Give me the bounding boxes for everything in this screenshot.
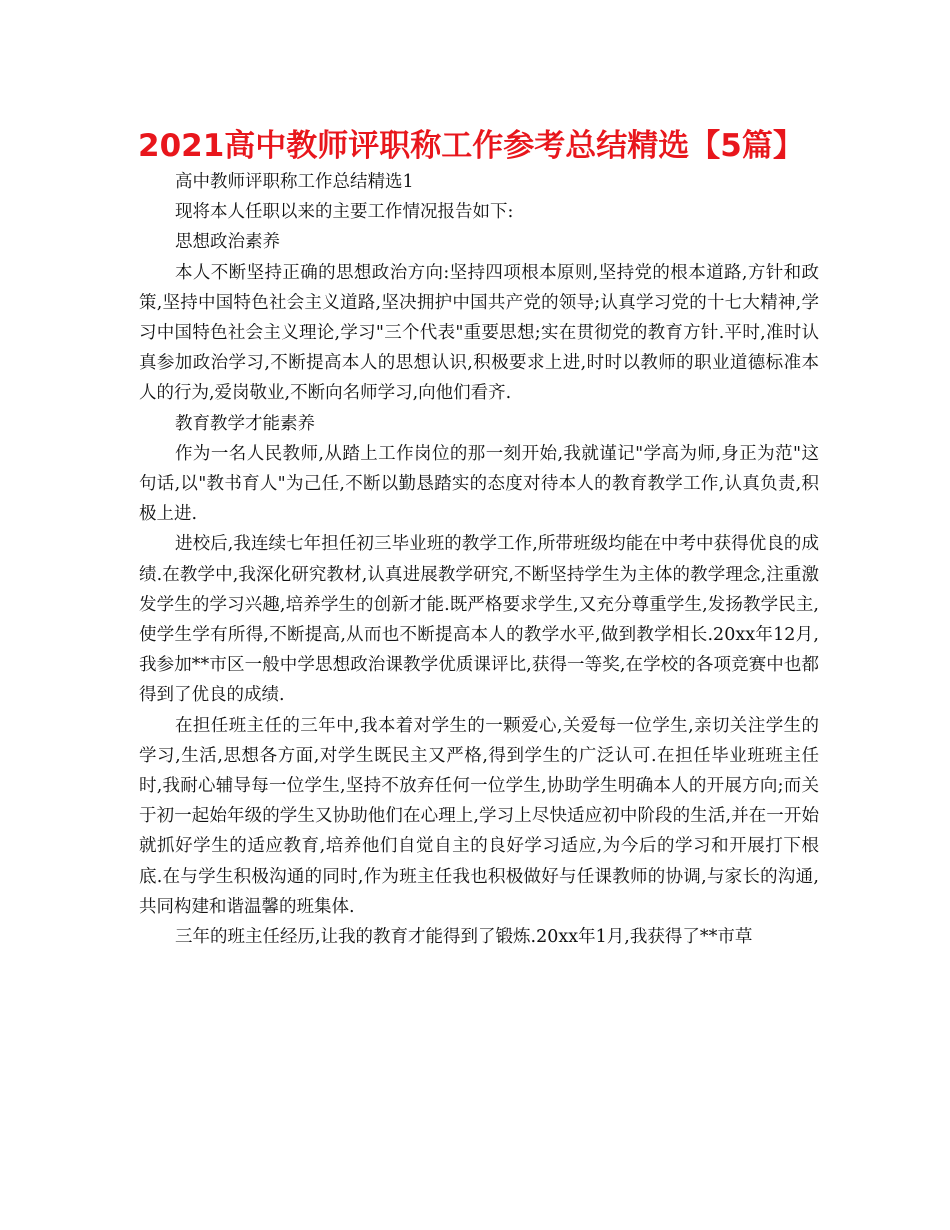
paragraph-heading-teaching: 教育教学才能素养: [175, 413, 315, 434]
paragraph-teaching-2: 进校后,我连续七年担任初三毕业班的教学工作,所带班级均能在中考中获得优良的成绩.在教学中,我深化研究教材,认真进展教学研究,不断坚持学生为主体的教学理念,注重激发学生的学习兴趣,培养学生的创新才能.既严格要求学生,又充分尊重学生,发扬教学民主,使学生学有所得,不断提高,从而也不断提高本人的教学水平,做到教学相长.20xx年12月,我参加**市区一般中学思想政治课教学优质课评比,获得一等奖,在学校的各项竞赛中也都得到了优良的成绩.: [139, 534, 819, 706]
paragraph-section-heading: 高中教师评职称工作总结精选1: [175, 172, 414, 192]
paragraph-intro: 现将本人任职以来的主要工作情况报告如下:: [175, 202, 514, 223]
paragraph-class-teacher: 在担任班主任的三年中,我本着对学生的一颗爱心,关爱每一位学生,亲切关注学生的学习,生活,思想各方面,对学生既民主又严格,得到学生的广泛认可.在担任毕业班班主任时,我耐心辅导每一位学生,坚持不放弃任何一位学生,协助学生明确本人的开展方向;而关于初一起始年级的学生又协助他们在心理上,学习上尽快适应初中阶段的生活,并在一开始就抓好学生的适应教育,培养他们自觉自主的良好学习适应,为今后的学习和开展打下根底.在与学生积极沟通的同时,作为班主任我也积极做好与任课教师的协调,与家长的沟通,共同构建和谐温馨的班集体.: [139, 715, 819, 917]
document-title: 2021高中教师评职称工作参考总结精选【5篇】: [138, 128, 804, 164]
paragraph-experience: 三年的班主任经历,让我的教育才能得到了锻炼.20xx年1月,我获得了**市草: [175, 927, 753, 948]
paragraph-heading-politics: 思想政治素养: [175, 232, 280, 253]
paragraph-politics: 本人不断坚持正确的思想政治方向:坚持四项根本原则,坚持党的根本道路,方针和政策,坚持中国特色社会主义道路,坚决拥护中国共产党的领导;认真学习党的十七大精神,学习中国特色社会主义理论,学习"三个代表"重要思想;实在贯彻党的教育方针.平时,准时认真参加政治学习,不断提高本人的思想认识,积极要求上进,时时以教师的职业道德标准本人的行为,爱岗敬业,不断向名师学习,向他们看齐.: [139, 262, 819, 404]
paragraph-teaching-1: 作为一名人民教师,从踏上工作岗位的那一刻开始,我就谨记"学高为师,身正为范"这句话,以"教书育人"为己任,不断以勤恳踏实的态度对待本人的教育教学工作,认真负责,积极上进.: [139, 443, 819, 525]
document-body: [139, 167, 819, 952]
